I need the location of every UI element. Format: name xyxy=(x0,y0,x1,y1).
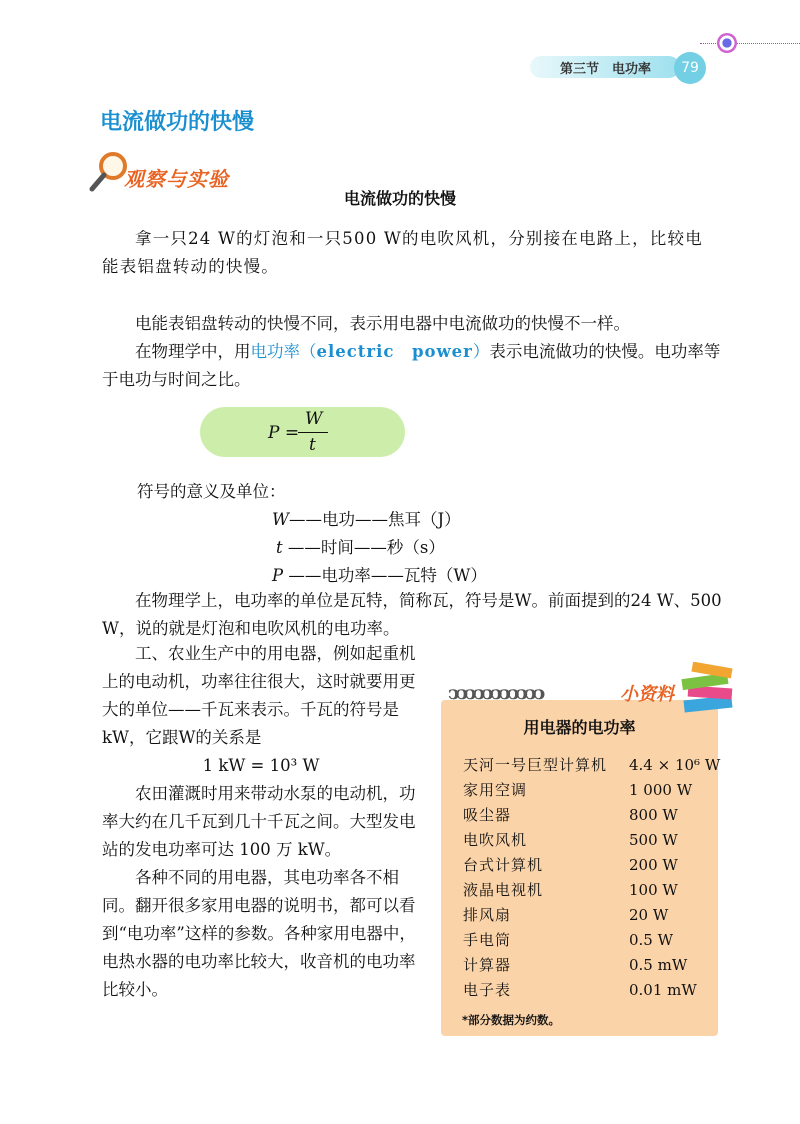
power-table xyxy=(463,752,720,1002)
appliance-name: 家用空调 xyxy=(463,781,528,799)
text: 表示电流做功的快慢。电功率等于电功与时间之比。 xyxy=(102,342,721,389)
paragraph-appliances: 各种不同的用电器，其电功率各不相同。翻开很多家用电器的说明书，都可以看到“电功率”这样的参数。各种家用电器中，电热水器的电功率比较大，收音机的电功率比较小。 xyxy=(102,868,416,999)
fraction-bar xyxy=(298,432,328,433)
sidebar-title: 用电器的电功率 xyxy=(523,718,636,737)
appliance-power: 0.5 mW xyxy=(629,955,688,974)
appliance-power: 20 W xyxy=(629,905,669,924)
appliance-power: 1 000 W xyxy=(629,780,693,799)
appliance-power: 800 W xyxy=(629,805,678,824)
appliance-name: 计算器 xyxy=(463,956,512,974)
symbol: P xyxy=(272,566,284,585)
appliance-name: 手电筒 xyxy=(463,931,512,949)
formula-numerator: W xyxy=(305,409,323,429)
appliance-power: 0.01 mW xyxy=(629,980,697,999)
table-row xyxy=(463,777,720,802)
spiral-binding-icon: ↄↄↄↄↄↄↄↄↄↄↄ xyxy=(448,682,543,704)
formula-lhs: P = xyxy=(268,423,300,443)
paragraph-definition: 在物理学中，用电功率（electric power）表示电流做功的快慢。电功率等于电功与时间之比。 xyxy=(102,342,721,389)
appliance-power: 4.4 × 10⁶ W xyxy=(629,755,721,774)
table-row xyxy=(463,977,720,1002)
header-section-title: 第三节 电功率 xyxy=(560,62,652,77)
left-column xyxy=(102,640,420,1004)
observe-label: 观察与实验 xyxy=(124,167,229,191)
table-row xyxy=(463,752,720,777)
table-row xyxy=(463,927,720,952)
symbol-meaning: ——时间——秒（s） xyxy=(282,538,445,557)
symbol-line xyxy=(272,506,461,530)
appliance-name: 天河一号巨型计算机 xyxy=(463,756,608,774)
appliance-power: 100 W xyxy=(629,880,678,899)
table-row xyxy=(463,902,720,927)
page-number: 79 xyxy=(674,52,706,84)
appliance-name: 吸尘器 xyxy=(463,806,512,824)
symbol: W xyxy=(272,510,289,529)
appliance-power: 500 W xyxy=(629,830,678,849)
experiment-text: 拿一只24 W的灯泡和一只500 W的电吹风机，分别接在电路上，比较电能表铝盘转动的快慢。 xyxy=(102,229,703,276)
sidebar-footnote: *部分数据为约数。 xyxy=(462,1013,561,1027)
term-power: 电功率 xyxy=(250,342,300,361)
power-formula xyxy=(268,409,348,455)
symbol-meaning: ——电功率——瓦特（W） xyxy=(283,566,487,585)
section-title: 电流做功的快慢 xyxy=(100,110,255,135)
table-row xyxy=(463,952,720,977)
paragraph-kilowatt: 工、农业生产中的用电器，例如起重机上的电动机，功率往往很大，这时就要用更大的单位——千瓦来表示。千瓦的符号是kW，它跟W的关系是 xyxy=(102,644,416,747)
header-dotted-line xyxy=(700,43,800,44)
experiment-title: 电流做功的快慢 xyxy=(343,189,456,208)
term-english: electric power xyxy=(316,342,473,361)
appliance-name: 电子表 xyxy=(463,981,512,999)
appliance-name: 台式计算机 xyxy=(463,856,544,874)
symbols-heading: 符号的意义及单位： xyxy=(137,482,286,501)
table-row xyxy=(463,802,720,827)
paragraph-motor: 农田灌溉时用来带动水泵的电动机，功率大约在几千瓦到几十千瓦之间。大型发电站的发电功率可达 100 万 kW。 xyxy=(102,784,416,859)
text: 在物理学中，用 xyxy=(135,342,251,361)
appliance-name: 电吹风机 xyxy=(463,831,528,849)
paragraph: 电能表铝盘转动的快慢不同，表示用电器中电流做功的快慢不一样。 xyxy=(135,314,630,333)
symbol-line xyxy=(276,534,445,558)
table-row xyxy=(463,877,720,902)
appliance-power: 0.5 W xyxy=(629,930,674,949)
sidebar-label: 小资料 xyxy=(620,684,674,705)
appliance-name: 排风扇 xyxy=(463,906,512,924)
header-target-icon xyxy=(717,33,737,53)
appliance-power: 200 W xyxy=(629,855,678,874)
paragraph-unit: 在物理学上，电功率的单位是瓦特，简称瓦，符号是W。前面提到的24 W、500 W，说的就是灯泡和电吹风机的电功率。 xyxy=(102,591,722,638)
table-row xyxy=(463,827,720,852)
kw-relation: 1 kW = 10³ W xyxy=(202,756,320,775)
formula-denominator: t xyxy=(309,435,316,455)
table-row xyxy=(463,852,720,877)
symbol-line xyxy=(272,562,487,586)
symbol: t xyxy=(276,538,283,557)
appliance-name: 液晶电视机 xyxy=(463,881,544,899)
books-icon xyxy=(680,662,738,716)
symbol-meaning: ——电功——焦耳（J） xyxy=(288,510,461,529)
